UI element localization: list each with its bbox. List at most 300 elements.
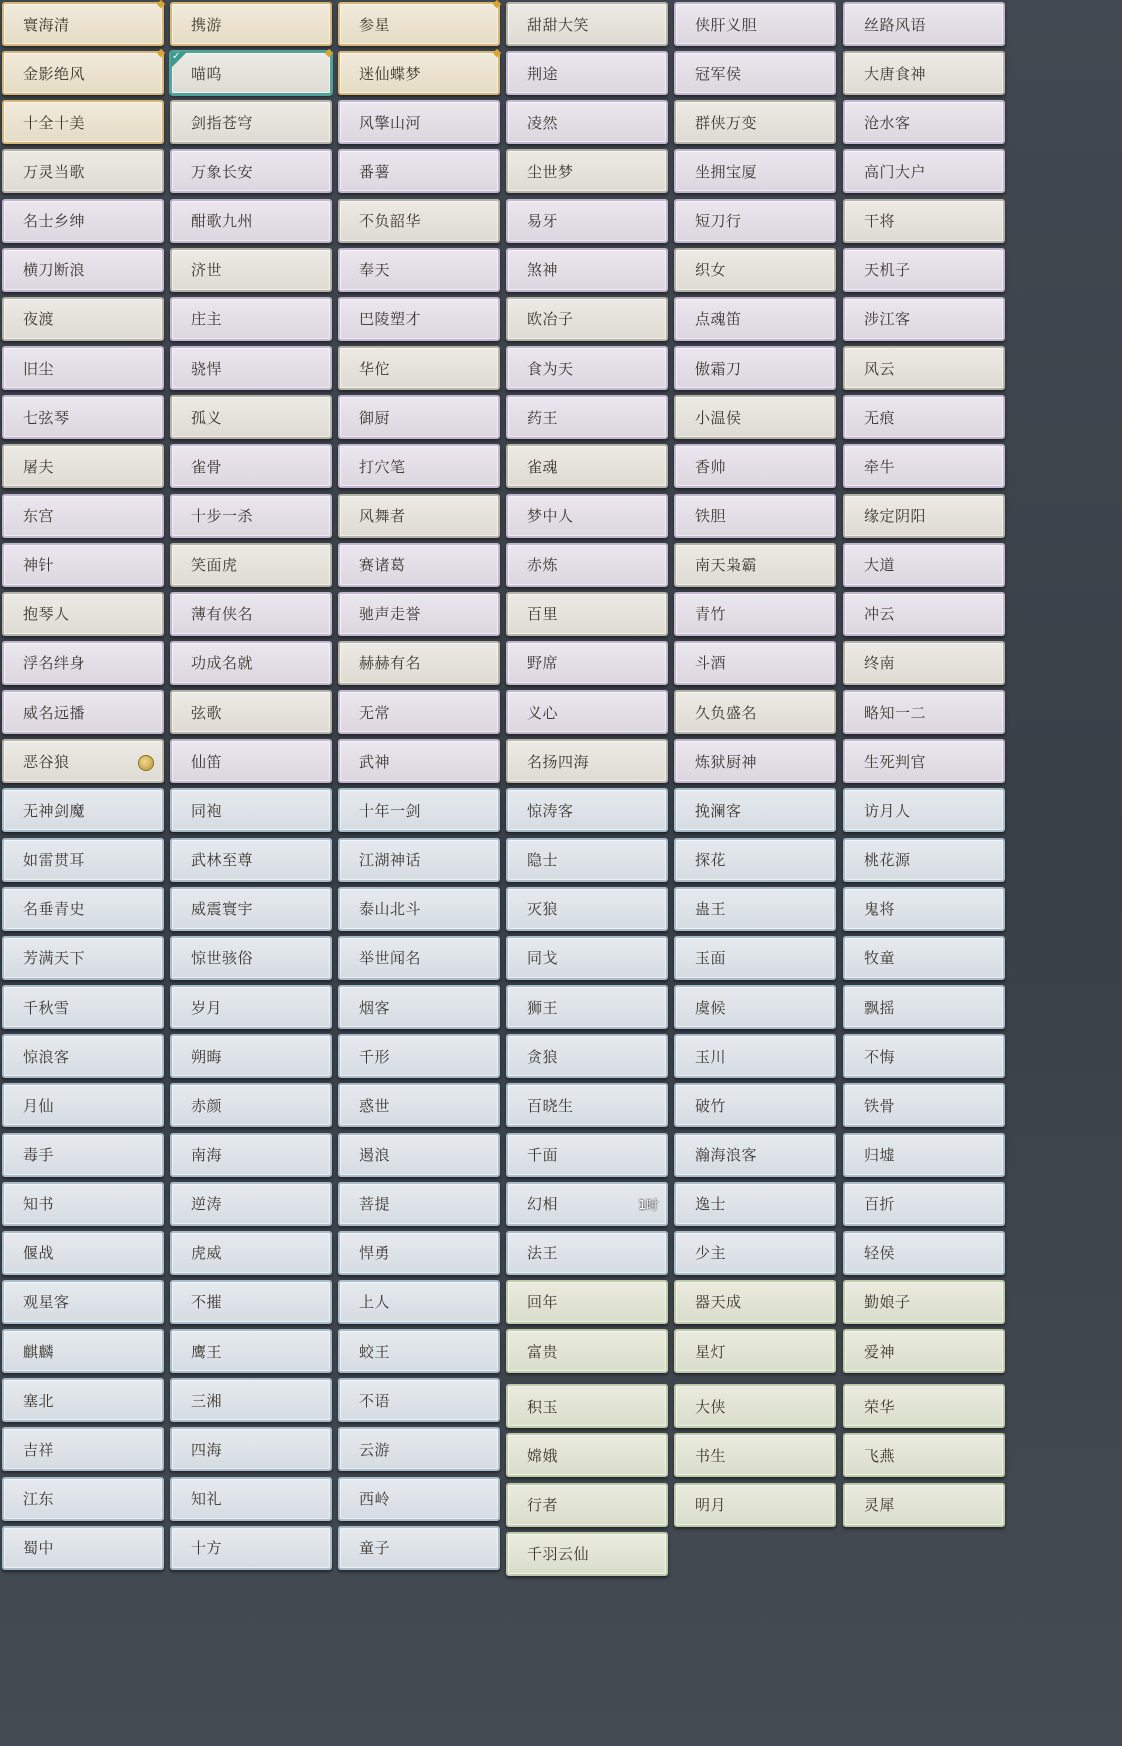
title-tile[interactable] [338, 1034, 500, 1078]
title-tile[interactable] [338, 494, 500, 538]
title-tile[interactable] [506, 494, 668, 538]
title-label: 惊世骇俗 [191, 949, 254, 968]
title-label: 惑世 [359, 1096, 391, 1115]
title-label: 赛诸葛 [359, 556, 406, 575]
title-tile[interactable] [843, 51, 1005, 95]
title-tile[interactable] [170, 1133, 332, 1177]
title-label: 逸士 [695, 1195, 727, 1214]
title-tile[interactable] [2, 592, 164, 636]
title-tile[interactable] [674, 1280, 836, 1324]
title-tile[interactable] [674, 543, 836, 587]
title-tile[interactable] [843, 1384, 1005, 1428]
title-tile[interactable] [338, 346, 500, 390]
title-tile[interactable] [2, 543, 164, 587]
title-tile[interactable] [2, 1133, 164, 1177]
corner-diamond-icon: ◆ [156, 46, 166, 60]
title-label: 瀚海浪客 [695, 1146, 758, 1164]
title-tile[interactable] [843, 592, 1005, 636]
title-tile[interactable] [674, 690, 836, 734]
title-tile[interactable] [843, 1083, 1005, 1127]
title-tile[interactable] [843, 1231, 1005, 1275]
title-label: 终南 [864, 654, 896, 673]
title-label: 南海 [191, 1146, 223, 1164]
title-tile[interactable] [506, 543, 668, 587]
title-tile[interactable] [506, 838, 668, 882]
title-label: 高门大户 [864, 162, 927, 181]
title-tile[interactable] [170, 1182, 332, 1226]
title-tile[interactable] [338, 1083, 500, 1127]
title-tile[interactable] [674, 248, 836, 292]
title-tile[interactable] [2, 248, 164, 292]
title-tile[interactable] [2, 1280, 164, 1324]
title-tile[interactable] [674, 395, 836, 439]
title-label: 挽澜客 [695, 801, 742, 820]
title-tile[interactable] [2, 690, 164, 734]
title-tile[interactable] [843, 887, 1005, 931]
title-tile[interactable] [338, 1231, 500, 1275]
title-tile[interactable] [2, 1329, 164, 1373]
title-label: 旧尘 [23, 359, 55, 378]
title-tile[interactable] [170, 1034, 332, 1078]
title-tile[interactable] [2, 838, 164, 882]
title-tile[interactable] [2, 100, 164, 144]
title-tile[interactable] [506, 1384, 668, 1428]
title-label: 万象长安 [191, 162, 254, 181]
title-label: 侠肝义胆 [695, 15, 758, 34]
title-tile[interactable] [674, 297, 836, 341]
title-tile[interactable] [843, 248, 1005, 292]
title-tile[interactable] [506, 936, 668, 980]
title-label: 芳满天下 [23, 949, 86, 968]
title-label: 薄有侠名 [191, 605, 254, 624]
title-tile[interactable] [2, 346, 164, 390]
title-label: 屠夫 [23, 457, 55, 476]
title-tile[interactable] [674, 1384, 836, 1428]
title-tile[interactable] [170, 936, 332, 980]
title-tile[interactable] [338, 46, 502, 95]
title-label: 惊涛客 [527, 801, 574, 820]
title-tile[interactable] [2, 936, 164, 980]
title-tile[interactable] [338, 838, 500, 882]
title-tile[interactable] [843, 543, 1005, 587]
title-tile[interactable] [170, 887, 332, 931]
title-tile[interactable] [674, 149, 836, 193]
title-label: 飞燕 [864, 1446, 896, 1465]
title-tile[interactable] [338, 2, 500, 46]
title-label: 飘摇 [864, 998, 896, 1017]
title-tile[interactable] [506, 1280, 668, 1324]
title-label: 千羽云仙 [527, 1545, 590, 1564]
title-label: 青竹 [695, 605, 727, 624]
title-label: 易牙 [527, 212, 559, 231]
title-tile[interactable] [170, 1083, 332, 1127]
title-tile[interactable] [674, 788, 836, 832]
title-tile[interactable] [170, 1477, 332, 1521]
title-tile[interactable] [506, 444, 668, 488]
title-tile[interactable] [170, 985, 332, 1029]
title-tile[interactable] [506, 248, 668, 292]
title-label: 神针 [23, 556, 55, 575]
title-tile[interactable] [843, 346, 1005, 390]
title-tile[interactable] [338, 887, 500, 931]
title-label: 归墟 [864, 1146, 896, 1164]
title-tile[interactable] [338, 1378, 500, 1422]
title-tile[interactable] [2, 1378, 164, 1422]
title-label: 威名远播 [23, 703, 86, 722]
title-tile[interactable] [674, 444, 836, 488]
title-tile[interactable] [170, 690, 332, 734]
title-tile[interactable] [843, 149, 1005, 193]
title-tile[interactable] [674, 887, 836, 931]
title-tile[interactable] [2, 985, 164, 1029]
title-tile[interactable] [674, 199, 836, 243]
title-tile[interactable] [506, 1182, 668, 1226]
title-label: 剑指苍穹 [191, 113, 254, 132]
title-tile[interactable] [843, 1280, 1005, 1324]
title-label: 荆途 [527, 64, 559, 83]
title-tile[interactable] [674, 494, 836, 538]
title-tile[interactable] [674, 1034, 836, 1078]
title-tile[interactable] [338, 936, 500, 980]
title-tile[interactable] [843, 838, 1005, 882]
title-label: 大唐食神 [864, 64, 927, 83]
title-label: 器天成 [695, 1293, 742, 1312]
title-label: 泰山北斗 [359, 900, 422, 919]
title-label: 桃花源 [864, 851, 911, 869]
title-tile[interactable] [674, 100, 836, 144]
title-label: 十年一剑 [359, 801, 422, 820]
title-tile[interactable] [674, 51, 836, 95]
corner-diamond-icon: ◆ [324, 46, 334, 60]
title-tile[interactable] [843, 1483, 1005, 1527]
title-label: 百折 [864, 1195, 896, 1214]
title-label: 十全十美 [23, 113, 86, 132]
title-tile[interactable] [674, 641, 836, 685]
time-badge: 1时 [638, 1197, 658, 1212]
title-tile[interactable] [2, 395, 164, 439]
title-tile[interactable] [338, 985, 500, 1029]
title-tile[interactable] [170, 641, 332, 685]
title-label: 生死判官 [864, 752, 927, 771]
title-tile[interactable] [506, 297, 668, 341]
title-label: 药王 [527, 408, 559, 427]
title-tile[interactable] [2, 887, 164, 931]
title-label: 华佗 [359, 359, 391, 378]
title-label: 回年 [527, 1293, 559, 1312]
title-label: 野席 [527, 654, 559, 673]
title-tile[interactable] [506, 1083, 668, 1127]
title-tile[interactable] [843, 1182, 1005, 1226]
title-tile[interactable] [674, 739, 836, 783]
title-tile[interactable] [843, 1329, 1005, 1373]
coin-icon [138, 755, 154, 771]
title-tile[interactable] [506, 1483, 668, 1527]
title-label: 点魂笛 [695, 310, 742, 329]
title-label: 吉祥 [23, 1440, 55, 1459]
title-tile[interactable] [170, 788, 332, 832]
title-tile[interactable] [2, 788, 164, 832]
title-label: 观星客 [23, 1293, 70, 1312]
title-tile[interactable] [674, 1083, 836, 1127]
title-tile[interactable] [843, 444, 1005, 488]
title-tile[interactable] [506, 100, 668, 144]
title-tile[interactable] [2, 641, 164, 685]
title-tile[interactable] [2, 1231, 164, 1275]
title-tile[interactable] [674, 985, 836, 1029]
title-tile[interactable] [338, 592, 500, 636]
title-tile[interactable] [338, 444, 500, 488]
title-label: 涉江客 [864, 310, 911, 329]
title-tile[interactable] [674, 2, 836, 46]
title-label: 雀魂 [527, 457, 559, 476]
title-tile[interactable] [674, 1133, 836, 1177]
corner-diamond-icon: ◆ [492, 46, 502, 60]
title-label: 四海 [191, 1440, 223, 1459]
title-tile[interactable] [170, 1526, 332, 1570]
title-label: 斗酒 [695, 654, 727, 673]
title-tile[interactable] [170, 1427, 332, 1471]
title-tile[interactable] [506, 346, 668, 390]
title-tile[interactable] [338, 788, 500, 832]
title-tile[interactable] [170, 100, 332, 144]
title-tile[interactable] [2, 494, 164, 538]
title-tile[interactable] [170, 1378, 332, 1422]
title-tile[interactable] [506, 592, 668, 636]
title-tile[interactable] [170, 297, 332, 341]
title-tile[interactable] [170, 838, 332, 882]
title-tile[interactable] [2, 149, 164, 193]
title-label: 幻相 [527, 1195, 559, 1214]
title-label: 少主 [695, 1244, 727, 1263]
title-tile[interactable] [170, 46, 334, 95]
title-tile[interactable] [843, 1133, 1005, 1177]
title-label: 明月 [695, 1496, 727, 1514]
title-label: 天机子 [864, 261, 911, 280]
title-tile[interactable] [2, 1526, 164, 1570]
title-tile[interactable] [843, 739, 1005, 783]
title-label: 江东 [23, 1490, 55, 1508]
title-tile[interactable] [2, 1427, 164, 1471]
title-label: 探花 [695, 851, 727, 869]
title-tile[interactable] [506, 739, 668, 783]
title-tile[interactable] [2, 1034, 164, 1078]
title-tile[interactable] [843, 199, 1005, 243]
title-tile[interactable] [506, 1133, 668, 1177]
title-label: 缘定阴阳 [864, 507, 927, 525]
title-label: 万灵当歌 [23, 162, 86, 181]
title-tile[interactable] [338, 395, 500, 439]
title-label: 灵犀 [864, 1496, 896, 1514]
title-label: 名扬四海 [527, 752, 590, 771]
title-tile[interactable] [170, 2, 332, 46]
title-label: 丝路风语 [864, 15, 927, 34]
title-label: 惊浪客 [23, 1047, 70, 1066]
title-label: 略知一二 [864, 703, 927, 722]
title-tile[interactable] [2, 1083, 164, 1127]
title-label: 大侠 [695, 1397, 727, 1416]
title-label: 勤娘子 [864, 1293, 911, 1312]
title-label: 书生 [695, 1446, 727, 1465]
title-tile[interactable] [674, 936, 836, 980]
title-tile[interactable] [338, 149, 500, 193]
title-tile[interactable] [338, 543, 500, 587]
title-tile[interactable] [674, 1329, 836, 1373]
title-tile[interactable] [170, 494, 332, 538]
title-tile[interactable] [170, 543, 332, 587]
title-tile[interactable] [506, 1532, 668, 1576]
title-tile[interactable] [506, 149, 668, 193]
title-tile[interactable] [506, 788, 668, 832]
title-tile[interactable] [843, 690, 1005, 734]
title-tile[interactable] [338, 641, 500, 685]
title-label: 富贵 [527, 1342, 559, 1361]
title-tile[interactable] [170, 1329, 332, 1373]
title-label: 破竹 [695, 1096, 727, 1115]
title-label: 功成名就 [191, 654, 254, 673]
title-tile[interactable] [843, 985, 1005, 1029]
title-tile[interactable] [2, 739, 164, 783]
title-label: 法王 [527, 1244, 559, 1263]
title-label: 名士乡绅 [23, 212, 86, 231]
title-label: 月仙 [23, 1096, 55, 1115]
title-tile[interactable] [506, 1034, 668, 1078]
title-tile[interactable] [674, 1231, 836, 1275]
title-tile[interactable] [338, 739, 500, 783]
title-label: 爱神 [864, 1342, 896, 1361]
title-label: 干将 [864, 212, 896, 231]
title-label: 同袍 [191, 801, 223, 820]
title-tile[interactable] [338, 1427, 500, 1471]
title-tile[interactable] [2, 2, 164, 46]
title-tile[interactable] [170, 1231, 332, 1275]
title-label: 鹰王 [191, 1342, 223, 1361]
title-label: 东宫 [23, 507, 55, 525]
title-tile[interactable] [338, 100, 500, 144]
title-tile[interactable] [843, 297, 1005, 341]
title-label: 雀骨 [191, 457, 223, 476]
title-label: 香帅 [695, 457, 727, 476]
title-tile[interactable] [2, 297, 164, 341]
title-tile[interactable] [170, 248, 332, 292]
title-tile[interactable] [506, 1329, 668, 1373]
title-tile[interactable] [674, 1483, 836, 1527]
title-tile[interactable] [338, 297, 500, 341]
title-label: 嫦娥 [527, 1446, 559, 1465]
title-tile[interactable] [338, 1477, 500, 1521]
title-tile[interactable] [338, 690, 500, 734]
title-label: 甜甜大笑 [527, 15, 590, 34]
title-tile[interactable] [506, 985, 668, 1029]
title-label: 烟客 [359, 998, 391, 1017]
title-tile[interactable] [843, 936, 1005, 980]
title-tile[interactable] [506, 1433, 668, 1477]
title-label: 武神 [359, 752, 391, 771]
title-label: 南天枭霸 [695, 556, 758, 575]
title-label: 贪狼 [527, 1047, 559, 1066]
title-tile[interactable] [843, 2, 1005, 46]
title-tile[interactable] [338, 1526, 500, 1570]
title-label: 上人 [359, 1293, 391, 1312]
title-label: 行者 [527, 1496, 559, 1514]
title-tile[interactable] [506, 641, 668, 685]
title-tile[interactable] [170, 739, 332, 783]
title-tile[interactable] [506, 887, 668, 931]
title-label: 寰海清 [23, 15, 70, 34]
selected-check-icon: ✓ [171, 52, 187, 68]
title-tile[interactable] [338, 1182, 500, 1226]
title-label: 七弦琴 [23, 408, 70, 427]
title-tile[interactable] [338, 199, 500, 243]
title-label: 积玉 [527, 1397, 559, 1416]
title-label: 恶谷狼 [23, 752, 70, 771]
title-tile[interactable] [338, 1280, 500, 1324]
title-tile[interactable] [338, 248, 500, 292]
title-tile[interactable] [170, 444, 332, 488]
title-tile[interactable] [2, 444, 164, 488]
title-label: 巴陵塑才 [359, 310, 422, 329]
title-tile[interactable] [843, 1034, 1005, 1078]
title-label: 炼狱厨神 [695, 752, 758, 771]
title-tile[interactable] [170, 592, 332, 636]
title-label: 金影绝风 [23, 64, 86, 83]
title-tile[interactable] [2, 1182, 164, 1226]
title-label: 织女 [695, 261, 727, 280]
title-tile[interactable] [506, 395, 668, 439]
title-label: 三湘 [191, 1391, 223, 1410]
title-tile[interactable] [506, 199, 668, 243]
title-tile[interactable] [674, 592, 836, 636]
title-label: 喵呜 [191, 64, 223, 83]
title-tile[interactable] [170, 395, 332, 439]
title-label: 岁月 [191, 998, 223, 1017]
title-tile[interactable] [170, 1280, 332, 1324]
title-tile[interactable] [843, 641, 1005, 685]
title-tile[interactable] [843, 788, 1005, 832]
title-tile[interactable] [843, 494, 1005, 538]
title-tile[interactable] [843, 100, 1005, 144]
title-label: 无痕 [864, 408, 896, 427]
title-label: 济世 [191, 261, 223, 280]
title-tile[interactable] [674, 346, 836, 390]
title-tile[interactable] [338, 1329, 500, 1373]
title-label: 虞候 [695, 998, 727, 1017]
title-label: 塞北 [23, 1391, 55, 1410]
title-tile[interactable] [338, 1133, 500, 1177]
title-tile[interactable] [170, 149, 332, 193]
title-label: 御厨 [359, 408, 391, 427]
title-label: 浮名绊身 [23, 654, 86, 673]
title-tile[interactable] [674, 1433, 836, 1477]
title-tile[interactable] [2, 46, 166, 95]
title-tile[interactable] [170, 199, 332, 243]
title-label: 坐拥宝厦 [695, 162, 758, 181]
title-tile[interactable] [506, 51, 668, 95]
title-tile[interactable] [170, 346, 332, 390]
title-label: 玉川 [695, 1047, 727, 1066]
title-tile[interactable] [2, 1477, 164, 1521]
title-tile[interactable] [674, 838, 836, 882]
title-tile[interactable] [2, 199, 164, 243]
title-tile[interactable] [843, 1433, 1005, 1477]
title-label: 义心 [527, 703, 559, 722]
title-label: 西岭 [359, 1490, 391, 1508]
title-tile[interactable] [506, 1231, 668, 1275]
title-tile[interactable] [843, 395, 1005, 439]
title-tile[interactable] [506, 690, 668, 734]
title-tile[interactable] [674, 1182, 836, 1226]
title-tile[interactable] [506, 2, 668, 46]
title-label: 牵牛 [864, 457, 896, 476]
